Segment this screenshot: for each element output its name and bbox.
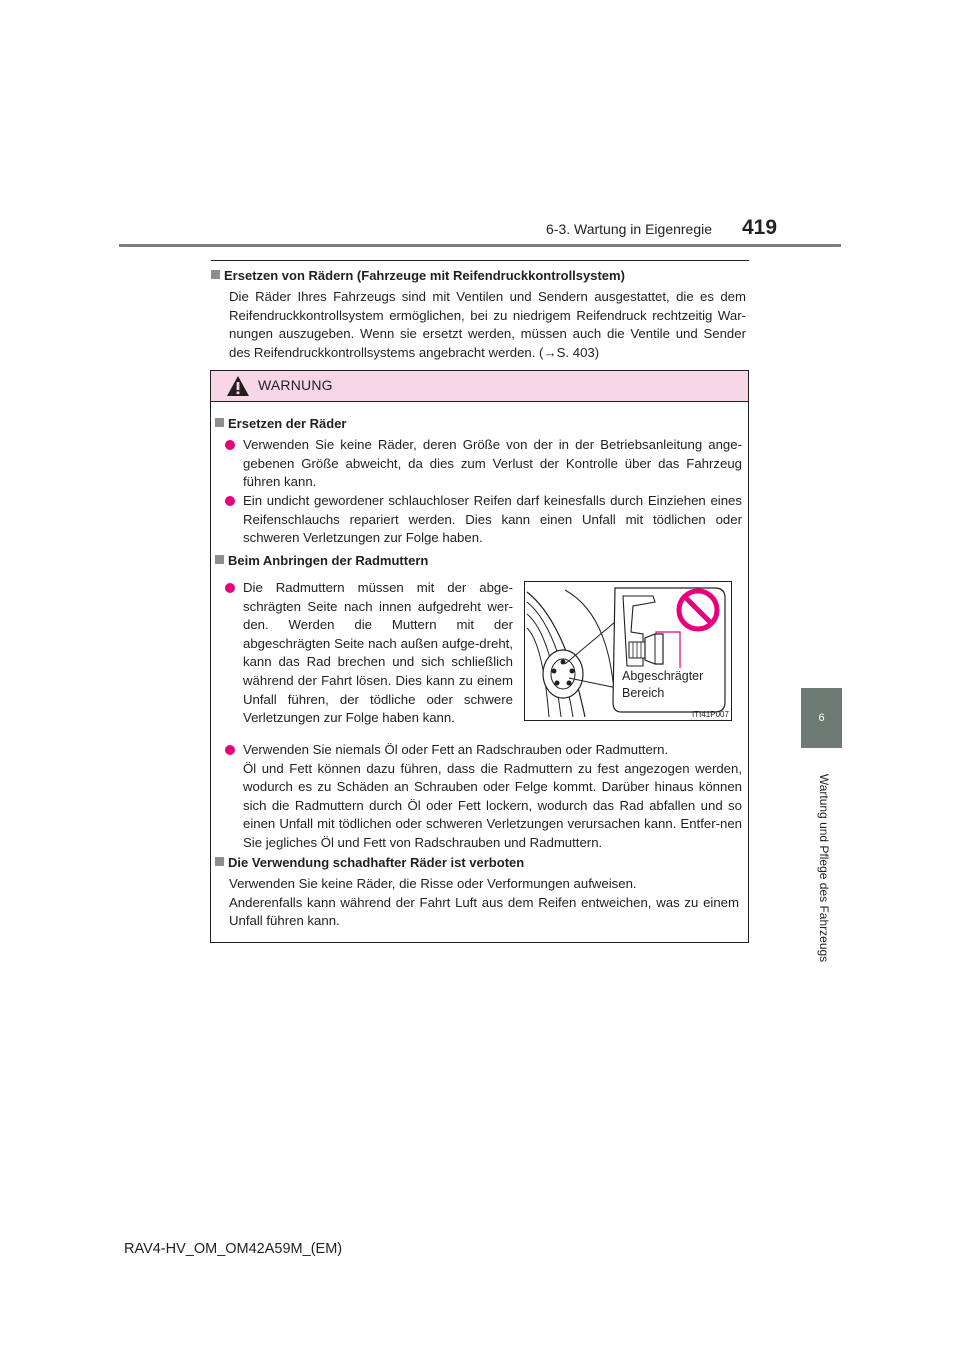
header-section-title: 6-3. Wartung in Eigenregie [546, 221, 713, 237]
figure-label-line-1: Abgeschrägter [622, 669, 704, 683]
warning-subheading-1 [215, 416, 347, 431]
square-bullet-icon [211, 270, 220, 279]
chapter-number: 6 [818, 712, 825, 724]
warning-title: WARNUNG [258, 377, 333, 393]
subheading-text: Beim Anbringen der Radmuttern [228, 553, 429, 568]
warning-header [211, 371, 748, 402]
bullet-text: Verwenden Sie keine Räder, deren Größe von der in der Betriebsanleitung ange-gebenen Größe abweicht, da dies zum Verlust der Kontrolle über das Fahrzeug führen kann. [243, 437, 742, 490]
bullet-dot-icon [225, 745, 235, 755]
figure-code: ITI41P007 [692, 710, 729, 719]
warning-subheading-3 [215, 855, 524, 870]
section-heading [211, 268, 625, 283]
subheading-text: Die Verwendung schadhafter Räder ist verboten [228, 855, 525, 870]
chapter-tab [801, 688, 842, 748]
section-heading-text: Ersetzen von Rädern (Fahrzeuge mit Reifendruckkontrollsystem) [224, 268, 625, 283]
bullet-dot-icon [225, 496, 235, 506]
square-bullet-icon [215, 555, 224, 564]
square-bullet-icon [215, 418, 224, 427]
figure-callout-label [622, 668, 703, 702]
subheading-text: Ersetzen der Räder [228, 416, 347, 431]
warning-group-body: Verwenden Sie keine Räder, die Risse oder Verformungen aufweisen. Anderenfalls kann während der Fahrt Luft aus dem Reifen entweichen, was zu einem Unfall führen kann. [229, 876, 739, 929]
bullet-dot-icon [225, 440, 235, 450]
figure-label-line-2: Bereich [622, 686, 665, 700]
lug-nut-illustration [524, 581, 732, 721]
section-body: Die Räder Ihres Fahrzeugs sind mit Ventilen und Sendern ausgestattet, die es dem Reifendruckkontrollsystem ermöglichen, bei zu niedrigem Reifendruck rechtzeitig War-nungen auszugeben. Wenn sie ersetzt werden, müssen auch die Ventile und Sender des Reifendruckkontrollsystems angebracht werden. (→S. 403) [229, 289, 746, 360]
bullet-text: Die Radmuttern müssen mit der abge-schrägten Seite nach innen aufgedreht wer-den. Werden die Muttern mit der abgeschrägten Seite nach außen aufge-dreht, kann das Rad brechen und sich schließlich während der Fahrt lösen. Dies kann zu einem Unfall führen, der tödliche oder schwere Verletzungen zur Folge haben kann. [243, 580, 513, 726]
page-number: 419 [742, 216, 778, 239]
bullet-text: Verwenden Sie niemals Öl oder Fett an Radschrauben oder Radmuttern. Öl und Fett können dazu führen, dass die Radmuttern zu fest angezogen werden, wodurch es zu Schäden an Schrauben oder Felge kommt. Darüber hinaus können sich die Radmuttern durch Öl oder Fett lockern, wodurch das Rad abfallen und so einen Unfall mit tödlichen oder schweren Verletzungen verursachen kann. Entfer-nen Sie jegliches Öl und Fett von Radschrauben und Radmuttern. [243, 742, 742, 850]
chapter-title: Wartung und Pflege des Fahrzeugs [817, 773, 831, 963]
square-bullet-icon [215, 857, 224, 866]
bullet-dot-icon [225, 583, 235, 593]
bullet-text: Ein undicht gewordener schlauchloser Reifen darf keinesfalls durch Einziehen eines Reifenschlauchs repariert werden. Dies kann einen Unfall mit tödlichen oder schweren Verletzungen zur Folge haben. [243, 493, 742, 546]
footer-model-code: RAV4-HV_OM_OM42A59M_(EM) [124, 1241, 343, 1257]
warning-subheading-2 [215, 553, 428, 568]
header-rule [119, 244, 841, 247]
section-rule [211, 260, 749, 261]
warning-triangle-icon [226, 375, 250, 397]
